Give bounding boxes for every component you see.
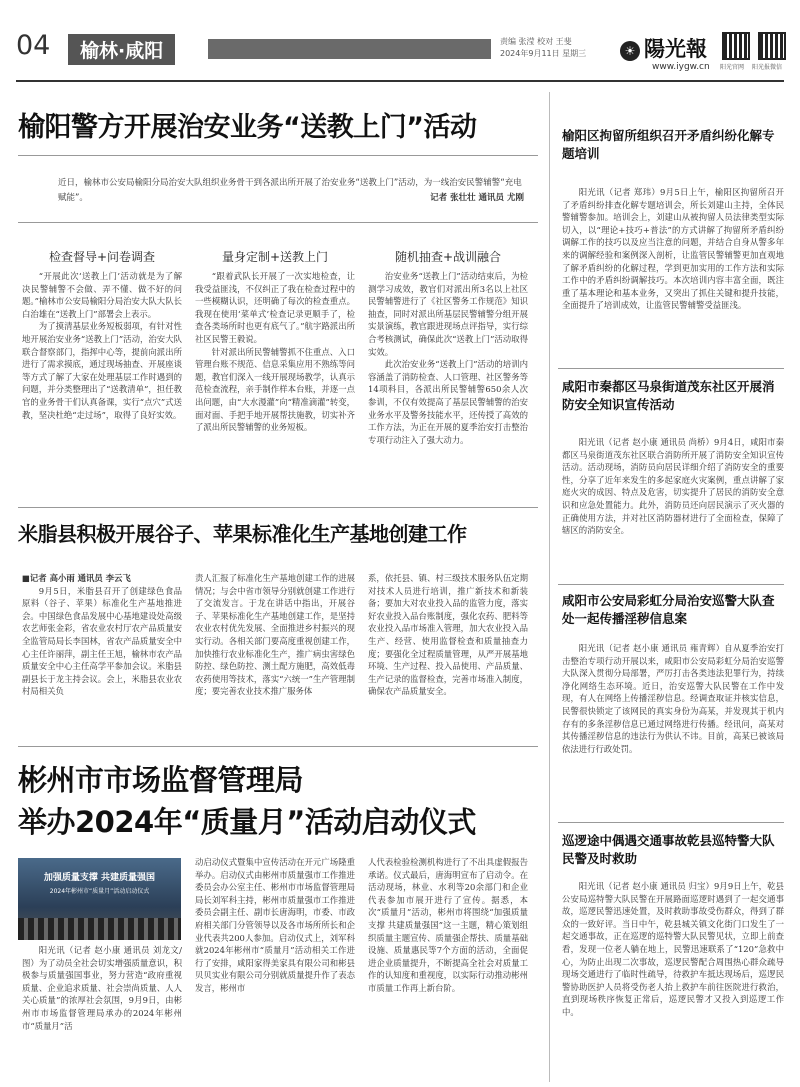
article1-title: 榆阳警方开展治安业务“送教上门”活动 (18, 112, 477, 143)
date-line: 2024年9月11日 星期三 (500, 49, 587, 58)
photo-banner (26, 870, 173, 895)
qr-label: 阳光官网 (720, 64, 745, 71)
logo-text: 陽光報 (644, 36, 707, 61)
lead-text: 近日，榆林市公安局榆阳分局治安大队组织业务骨干到各派出所开展了治安业务“送教上门”活动，为一线治安民警辅警“充电赋能”。 (58, 178, 522, 203)
sidebar-item-body (562, 642, 784, 814)
page-number: 04 (16, 30, 51, 61)
article3-title-line2: 举办2024年“质量月”活动启动仪式 (18, 805, 476, 839)
header-rule (16, 80, 784, 82)
article1-byline: 记者 张壮壮 通讯员 尤刚 (430, 193, 524, 203)
paragraph: 9月5日，米脂县召开了创建绿色食品原料（谷子、苹果）标准化生产基地推进会。中国绿色食品发展中心基地建设处高级农艺师张金彩，省农业农村厅农产品质量安全监管局局长李国林，省农产品质量安全中心主任许丽萍，副主任王旭，榆林市农产品质量安全中心主任高学平参加会议。米脂县副县长于龙主持会议。会上，米脂县农业农村局相关负 (22, 585, 182, 697)
article2-title: 米脂县积极开展谷子、苹果标准化生产基地创建工作 (18, 522, 467, 546)
sidebar-item-title: 巡逻途中偶遇交通事故乾县巡特警大队民警及时救助 (562, 833, 775, 866)
editor-meta (500, 36, 586, 60)
article3-col1 (22, 944, 182, 1076)
paragraph: “跟着武队长开展了一次实地检查，让我受益匪浅，不仅纠正了我在检查过程中的一些模糊认识，还明确了每次的检查重点。我现在使用‘菜单式’检查记录更顺手了，检查各类场所时也更有底气了。”航宇路派出所社区民警王毅说。 (195, 271, 355, 344)
sidebar-item-body (562, 436, 784, 576)
article2-byline: ■记者 高小雨 通讯员 李云飞 (22, 573, 131, 583)
paragraph: 治安业务“送教上门”活动结束后，为检测学习成效，教官们对派出所3名以上社区民警辅警进行了《社区警务工作规范》知识抽查，同时对派出所基层民警辅警分组开展实景演练，教官跟进现场点评指导，实行综合考核测试，确保此次“送教上门”活动取得实效。 (368, 271, 528, 357)
article3-title-line1: 彬州市市场监督管理局 (18, 763, 304, 797)
divider (558, 584, 784, 585)
article3-col2 (195, 856, 355, 1076)
newspaper-logo (620, 33, 707, 63)
page-header (0, 0, 800, 78)
paragraph: 阳光讯（记者 郑玮）9月5日上午，榆阳区拘留所召开了矛盾纠纷排查化解专题培训会，所长刘建山主持，全体民警辅警参加。培训会上，刘建山从被拘留人员法律类型实际切入，以“理论+技巧+普法”的方式讲解了拘留所矛盾纠纷调解工作的技巧以及应当注意的问题，并结合自身从警多年来的调解经验和案例深入剖析，让监管民警辅警更加直观地了解矛盾纠纷的化解过程，学到更加实用的工作方法和实际工作中的矛盾纠纷调解技巧。本次培训内容丰富全面，既注重了基本理论和基本业务，又突出了抓住关键和提升技能，全面提升了培训成效，让监管民警辅警受益匪浅。 (562, 187, 784, 311)
sun-icon: ☀ (620, 41, 640, 61)
paragraph: 针对派出所民警辅警抓不住重点、入口管理台账不规范、信息采集应用不熟练等问题，教官们深入一线开展现场教学，认真示范检查流程，亲手制作样本台账，并逐一点出问题，由“大水漫灌”向“精准滴灌”转变，面对面、手把手地开展帮扶施教，切实补齐了派出所民警辅警的业务短板。 (195, 346, 355, 433)
qr-code-icon[interactable] (758, 32, 786, 60)
banner-subtitle: 2024年彬州市“质量月”活动启动仪式 (49, 888, 150, 895)
article1-col3 (368, 270, 528, 490)
divider (18, 507, 538, 508)
website-link[interactable]: www.iygw.cn (652, 62, 710, 72)
section-name: 榆林·咸阳 (68, 34, 175, 65)
article1-col1 (22, 270, 182, 490)
article3-col3 (368, 856, 528, 1076)
paragraph: 阳光讯（记者 赵小康 通讯员 归宝）9月9日上午，乾县公安局巡特警大队民警在开展路面巡逻时遇到了一起交通事故，巡逻民警迅速处置，及时救助事故受伤群众，得到了群众的一致好评。当日中午，乾县城关镇文化街门口发生了一起交通事故，正在巡逻的巡特警大队民警见状，立即上前查看，发现一位老人躺在地上，民警迅速联系了“120”急救中心，为防止出现二次事故，巡逻民警配合周围热心群众疏导现场交通进行了临时性疏导，待救护车抵达现场后，巡逻民警协助医护人员将受伤老人抬上救护车前往医院进行救治，直到现场秩序恢复正常后，巡逻民警才又投入到巡逻工作中。 (562, 881, 784, 1017)
paragraph: 此次治安业务“送教上门”活动的培训内容涵盖了消防检查、人口管理、社区警务等14项科目，各派出所民警辅警650余人次参训，不仅有效提高了基层民警辅警的治安业务水平及警务技能水平，还传授了高效的工作方法，为正在开展的夏季治安打击整治专项行动注入了强大动力。 (368, 359, 528, 445)
sidebar-item-body (562, 880, 784, 1080)
divider (18, 746, 538, 747)
paragraph: 阳光讯（记者 赵小康 通讯员 雍青辉）自从夏季治安打击整治专项行动开展以来，咸阳市公安局彩虹分局治安巡警大队深入贯彻分局部署，严厉打击各类违法犯罪行为，持续净化网络生态环境。近日，治安巡警大队民警在工作中发现，有人在网络上传播淫秽信息。经调查取证并核实信息，民警很快锁定了该网民的真实身份为高某，并发现其于机内存有的多条淫秽信息已通过网络进行传播。经讯问，高某对其传播淫秽信息的违法行为供认不讳。目前，高某已被该局依法进行行政处罚。 (562, 643, 784, 754)
divider (558, 368, 784, 369)
qr-code-icon[interactable] (722, 32, 750, 60)
paragraph: 为了摸清基层业务短板弱项，有针对性地开展治安业务“送教上门”活动，治安大队联合督察部门，指挥中心等，提前向派出所进行了需求摸底，通过现场抽查、开展座谈等方式了解了大家在处理基层工作时遇到的问题，并分类整理出了“送教清单”，担任教官的业务骨干们认真备课，实行“点穴”式送教，坚决杜绝“走过场”，取得了良好实效。 (22, 321, 182, 420)
paragraph: 阳光讯（记者 赵小康 通讯员 尚桥）9月4日，咸阳市秦都区马泉街道茂东社区联合消防所开展了消防安全知识宣传活动。活动现场，消防员向居民详细介绍了消防安全的重要性，分享了近年来发生的多起家庭火灾案例，重点讲解了家庭火灾的成因、特点及危害，切实提升了居民的消防安全意识和应急处置能力。此外，消防员还向居民演示了灭火器的正确使用方法，并对社区消防器材进行了全面检查，保障了辖区的消防安全。 (562, 437, 784, 536)
subhead-2: 量身定制+送教上门 (221, 250, 329, 264)
sidebar-item-title: 咸阳市公安局彩虹分局治安巡警大队查处一起传播淫秽信息案 (562, 593, 775, 626)
sidebar-item-title: 咸阳市秦都区马泉街道茂东社区开展消防安全知识宣传活动 (562, 379, 775, 412)
divider (18, 155, 538, 156)
event-photo (18, 858, 181, 940)
subhead-1: 检查督导+问卷调查 (48, 250, 156, 264)
article1-lead (58, 176, 524, 206)
sidebar-item-body (562, 186, 784, 362)
paragraph: 动启动仪式暨集中宣传活动在开元广场隆重举办。启动仪式由彬州市质量强市工作推进委员会办公室主任、彬州市市场监督管理局局长刘军科主持，彬州市质量强市工作推进委员会副主任、副市长唐海明，市委、市政府相关部门分管领导以及各市场所所长和企业代表共200人参加。启动仪式上，刘军科就2024年彬州市“质量月”活动相关工作进行了安排，咸阳家得美家具有限公司和彬县贝贝实业有限公司分别就质量提升作了表态发言，彬州市 (195, 857, 355, 993)
column-divider (549, 92, 550, 1082)
divider (18, 222, 538, 223)
sidebar-item-title: 榆阳区拘留所组织召开矛盾纠纷化解专题培训 (562, 128, 775, 161)
paragraph: 阳光讯（记者 赵小康 通讯员 刘龙文/图）为了动员全社会切实增强质量意识，积极参与质量强国事业，努力营造“政府重视质量、企业追求质量、社会崇尚质量、人人关心质量”的浓厚社会氛围，9月9日，由彬州市市场监督管理局承办的2024年彬州市“质量月”活 (22, 945, 182, 1031)
paragraph: 责人汇报了标准化生产基地创建工作的进展情况；与会中省市领导分别就创建工作进行了交流发言。于龙在讲话中指出，开展谷子、苹果标准化生产基地创建工作，是坚持农业农村优先发展、全面推进乡村振兴的现实行动。各相关部门要高度重视创建工作，加快推行农业标准化生产，推广病虫害绿色防控、绿色防控、测土配方施肥，高效低毒农药使用等技术，落实“六统一”生产管理制度；要完善农业技术推广服务体 (195, 573, 355, 697)
paragraph: 系，依托县、镇、村三级技术服务队伍定期对技术人员进行培训，推广新技术和新装备；要加大对农业投入品的监管力度，落实好农业投入品台账制度，强化农药、肥料等农业投入品市场准入管理，加大农业投入品生产、经营、使用监督检查和质量抽查力度；要强化全过程质量管理，从严开展基地环境、生产过程、投入品使用、产品质量、生产记录的监督检查，完善市场准入制度，确保农产品质量安全。 (368, 573, 528, 697)
article2-col2 (195, 572, 355, 704)
paragraph: 人代表检验检测机构进行了不出具虚假报告承诺。仪式最后，唐海明宣布了启动令。在活动现场，林业、水利等20余部门和企业代表参加市展开进行了宣传。据悉，本次“质量月”活动，彬州市将围绕“加强质量支撑 共建质量强国”这一主题，精心策划组织质量主题宣传、质量强企帮扶、质量基础设施、质量惠民等7个方面的活动，全面促进企业质量提升，不断提高全社会对质量工作的认知度和重视度，以实际行动推动彬州市质量工作再上新台阶。 (368, 857, 528, 993)
article2-col1 (22, 572, 182, 704)
divider (558, 822, 784, 823)
paragraph: “开展此次‘送教上门’活动就是为了解决民警辅警不会做、弄不懂、做不好的问题。”榆林市公安局榆阳分局治安大队大队长白治雄在“送教上门”部署会上表示。 (22, 271, 182, 319)
banner-title: 加强质量支撑 共建质量强国 (43, 873, 156, 883)
article2-col3 (368, 572, 528, 704)
article1-col2 (195, 270, 355, 490)
header-bar (208, 39, 491, 59)
qr-label: 阳光报微信 (752, 64, 783, 71)
crowd-figure (18, 918, 181, 940)
editor-line: 责编 张滢 校对 王斐 (500, 37, 572, 46)
subhead-3: 随机抽查+战训融合 (394, 250, 502, 264)
